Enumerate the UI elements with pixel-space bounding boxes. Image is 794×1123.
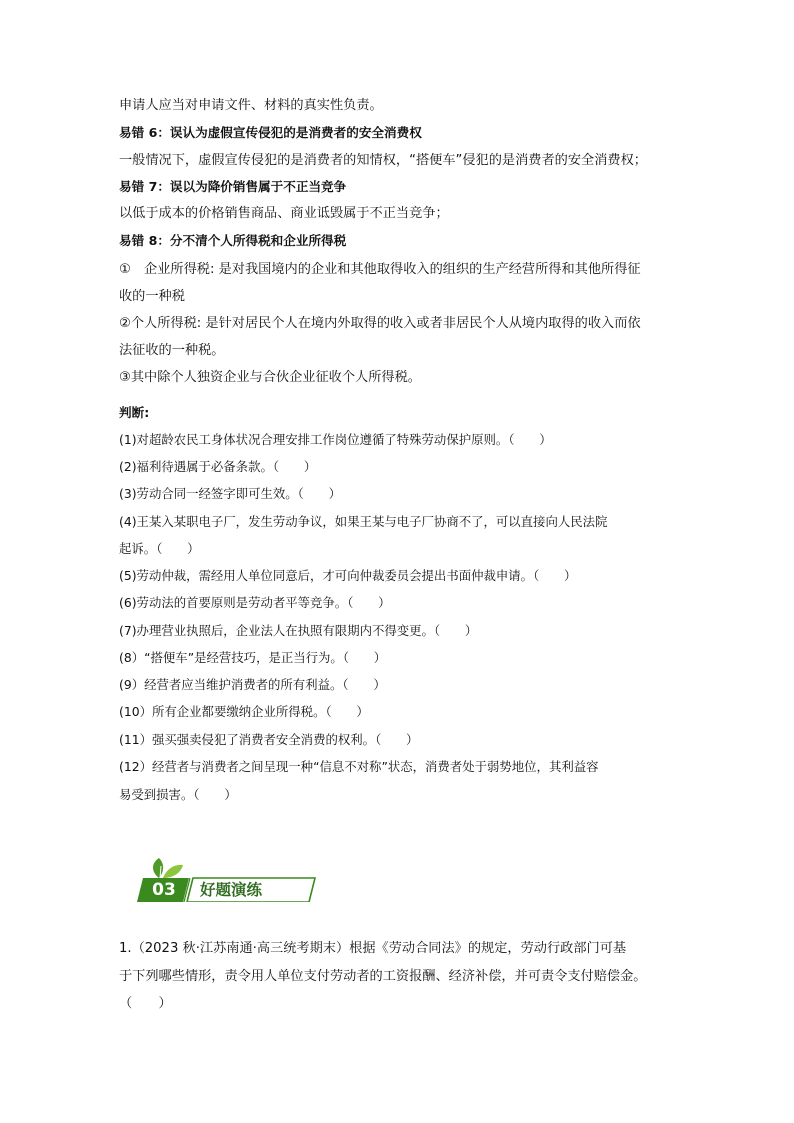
error-7-title: 易错 7：误以为降价销售属于不正当竞争 xyxy=(119,179,347,194)
error-8-title: 易错 8：分不清个人所得税和企业所得税 xyxy=(119,233,347,248)
judge-item: (6)劳动法的首要原则是劳动者平等竞争。（ ） xyxy=(119,595,391,610)
judge-item: (11）强买强卖侵犯了消费者安全消费的权利。（ ） xyxy=(119,732,419,747)
tax-item-line: ③其中除个人独资企业与合伙企业征收个人所得税。 xyxy=(119,370,421,385)
judge-item: (1)对超龄农民工身体状况合理安排工作岗位遵循了特殊劳动保护原则。（ ） xyxy=(119,432,552,447)
section-banner xyxy=(137,856,317,902)
tax-item-line: ① 企业所得税: 是对我国境内的企业和其他取得收入的组织的生产经营所得和其他所得征 xyxy=(119,262,641,277)
judge-item: 起诉。（ ） xyxy=(119,541,200,556)
judge-item: (10）所有企业都要缴纳企业所得税。（ ） xyxy=(119,704,369,719)
judge-item: (8）“搭便车”是经营技巧，是正当行为。（ ） xyxy=(119,650,387,665)
judge-title: 判断: xyxy=(119,405,150,420)
judge-item: (9）经营者应当维护消费者的所有利益。（ ） xyxy=(119,677,386,692)
judge-item: (5)劳动仲裁，需经用人单位同意后，才可向仲裁委员会提出书面仲裁申请。（ ） xyxy=(119,568,577,583)
judge-item: (3)劳动合同一经签字即可生效。（ ） xyxy=(119,486,341,501)
judge-item: (2)福利待遇属于必备条款。（ ） xyxy=(119,459,317,474)
error-6-title: 易错 6：误认为虚假宣传侵犯的是消费者的安全消费权 xyxy=(119,125,422,140)
judge-item: (12）经营者与消费者之间呈现一种“信息不对称”状态，消费者处于弱势地位，其利益容 xyxy=(119,759,599,774)
paragraph-top: 申请人应当对申请文件、材料的真实性负责。 xyxy=(119,98,383,113)
judge-item: (4)王某入某职电子厂，发生劳动争议，如果王某与电子厂协商不了，可以直接向人民法院 xyxy=(119,514,608,529)
judge-item: 易受到损害。（ ） xyxy=(119,787,237,802)
banner-number: 03 xyxy=(152,880,176,900)
error-6-body: 一般情况下，虚假宣传侵犯的是消费者的知情权，“搭便车”侵犯的是消费者的安全消费权； xyxy=(119,153,647,168)
exercise-line: （ ） xyxy=(119,996,172,1011)
error-7-body: 以低于成本的价格销售商品、商业诋毁属于不正当竞争； xyxy=(119,206,449,221)
tax-item-line: 法征收的一种税。 xyxy=(119,343,225,358)
exercise-line: 1.（2023 秋·江苏南通·高三统考期末）根据《劳动合同法》的规定，劳动行政部门可基 xyxy=(119,941,627,956)
tax-item-line: ②个人所得税: 是针对居民个人在境内外取得的收入或者非居民个人从境内取得的收入而依 xyxy=(119,316,641,331)
judge-item: (7)办理营业执照后，企业法人在执照有限期内不得变更。（ ） xyxy=(119,623,478,638)
exercise-line: 于下列哪些情形，责令用人单位支付劳动者的工资报酬、经济补偿，并可责令支付赔偿金。 xyxy=(119,969,647,984)
banner-title: 好题演练 xyxy=(200,881,263,899)
tax-item-line: 收的一种税 xyxy=(119,289,185,304)
